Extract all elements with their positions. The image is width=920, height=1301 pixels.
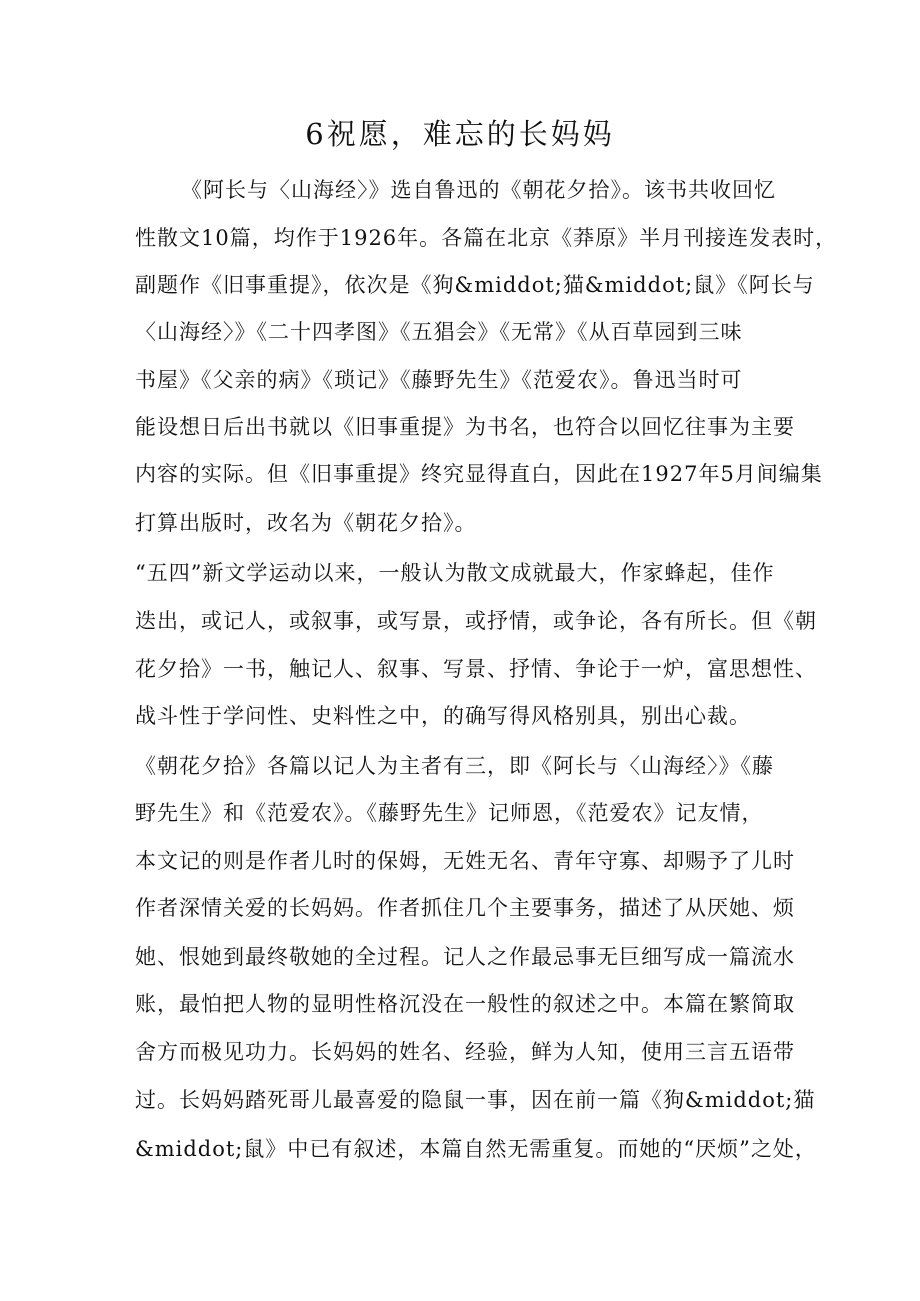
text-line: 《阿长与〈山海经〉》选自鲁迅的《朝花夕拾》。该书共收回忆 [181, 178, 776, 202]
text-line: 〈山海经〉》《二十四孝图》《五猖会》《无常》《从百草园到三味 [135, 320, 743, 344]
text-line: 野先生》和《范爱农》。《藤野先生》记师恩，《范爱农》记友情， [135, 801, 764, 825]
text-line: 账，最怕把人物的显明性格沉没在一般性的叙述之中。本篇在繁简取 [135, 992, 795, 1016]
text-line: 内容的实际。但《旧事重提》终究显得直白，因此在1927年5月间编集 [135, 462, 823, 486]
text-line: 《朝花夕拾》各篇以记人为主者有三，即《阿长与〈山海经〉》《藤 [135, 754, 774, 778]
text-line: 她、恨她到最终敬她的全过程。记人之作最忌事无巨细写成一篇流水 [135, 945, 795, 969]
text-line: “五四”新文学运动以来，一般认为散文成就最大，作家蜂起，佳作 [135, 561, 775, 585]
text-line: 花夕拾》一书，触记人、叙事、写景、抒情、争论于一炉，富思想性、 [135, 657, 817, 681]
text-line: 舍方而极见功力。长妈妈的姓名、经验，鲜为人知，使用三言五语带 [135, 1040, 795, 1064]
text-line: 本文记的则是作者儿时的保姆，无姓无名、青年守寡、却赐予了儿时 [135, 849, 795, 873]
text-line: 战斗性于学问性、史料性之中，的确写得风格别具，别出心裁。 [135, 704, 751, 728]
text-line: 迭出，或记人，或叙事，或写景，或抒情，或争论，各有所长。但《朝 [135, 609, 817, 633]
document-title: 6祝愿，难忘的长妈妈 [305, 117, 615, 151]
text-line: 书屋》《父亲的病》《琐记》《藤野先生》《范爱农》。鲁迅当时可 [135, 368, 743, 392]
text-line: 打算出版时，改名为《朝花夕拾》。 [135, 511, 477, 535]
text-line: 过。长妈妈踏死哥儿最喜爱的隐鼠一事，因在前一篇《狗&middot;猫 [135, 1088, 816, 1112]
text-line: 性散文10篇，均作于1926年。各篇在北京《莽原》半月刊接连发表时， [135, 226, 838, 250]
text-line: 能设想日后出书就以《旧事重提》为书名，也符合以回忆往事为主要 [135, 415, 795, 439]
text-line: 副题作《旧事重提》，依次是《狗&middot;猫&middot;鼠》《阿长与 [135, 273, 815, 297]
text-line: &middot;鼠》中已有叙述，本篇自然无需重复。而她的“厌烦”之处， [135, 1137, 817, 1161]
text-line: 作者深情关爱的长妈妈。作者抓住几个主要事务，描述了从厌她、烦 [135, 896, 795, 920]
